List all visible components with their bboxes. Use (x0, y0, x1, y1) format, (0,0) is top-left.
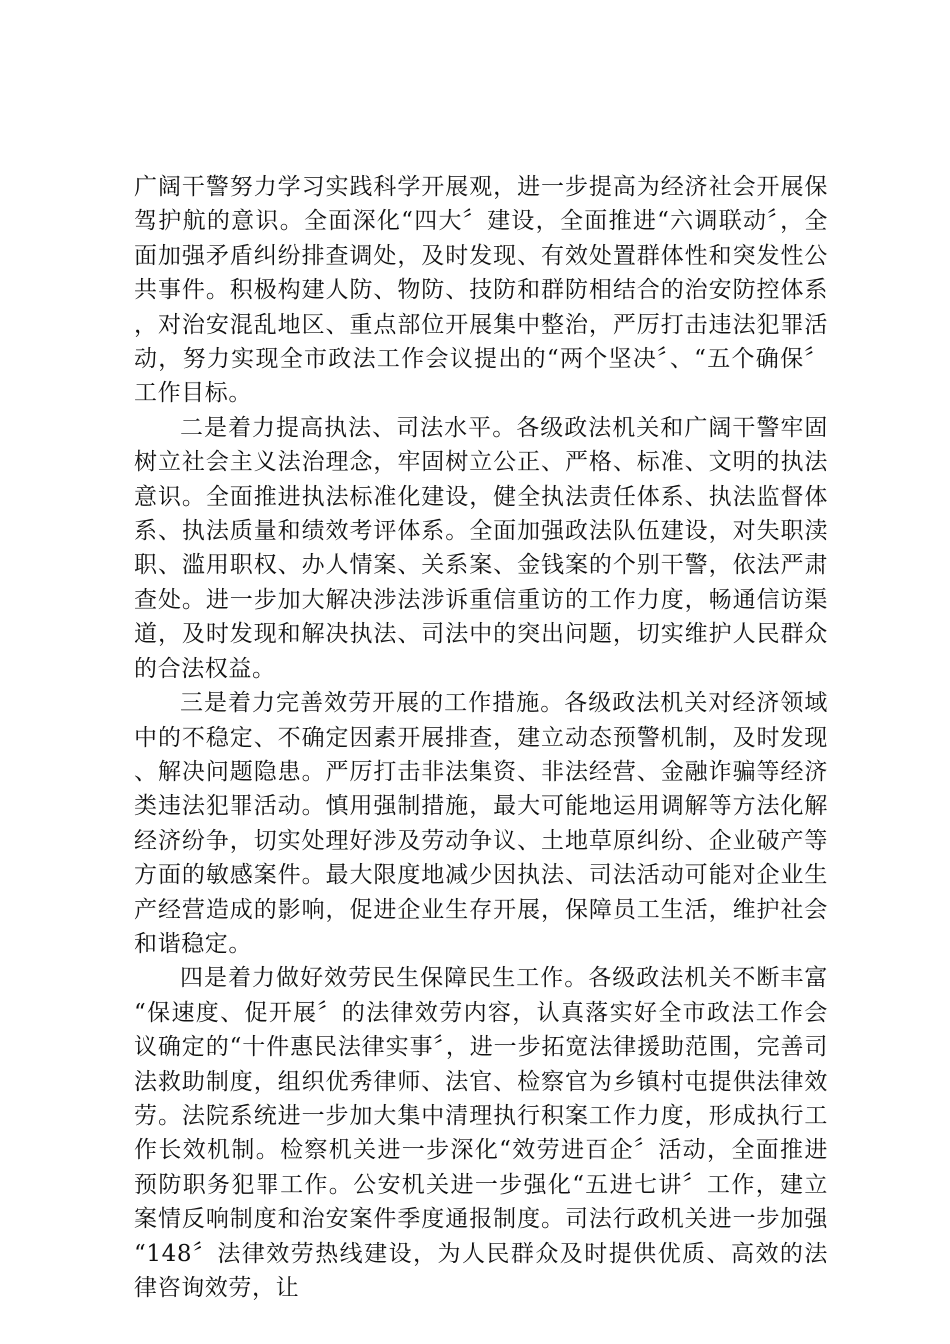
document-body (134, 170, 828, 1305)
paragraph-law-enforcement: 二是着力提高执法、司法水平。各级政法机关和广阔干警牢固树立社会主义法治理念，牢固树立公正、严格、标准、文明的执法意识。全面推进执法标准化建设，健全执法责任体系、执法监督体系、执法质量和绩效考评体系。全面加强政法队伍建设，对失职渎职、滥用职权、办人情案、关系案、金钱案的个别干警，依法严肃查处。进一步加大解决涉法涉诉重信重访的工作力度，畅通信访渠道，及时发现和解决执法、司法中的突出问题，切实维护人民群众的合法权益。 (134, 414, 828, 682)
paragraph-continuation: 广阔干警努力学习实践科学开展观，进一步提高为经济社会开展保驾护航的意识。全面深化“四大〞建设，全面推进“六调联动〞，全面加强矛盾纠纷排查调处，及时发现、有效处置群体性和突发性公共事件。积极构建人防、物防、技防和群防相结合的治安防控体系，对治安混乱地区、重点部位开展集中整治，严厉打击违法犯罪活动，努力实现全市政法工作会议提出的“两个坚决〞、“五个确保〞工作目标。 (134, 174, 828, 407)
paragraph-livelihood: 四是着力做好效劳民生保障民生工作。各级政法机关不断丰富“保速度、促开展〞的法律效劳内容，认真落实好全市政法工作会议确定的“十件惠民法律实事〞，进一步拓宽法律援助范围，完善司法救助制度，组织优秀律师、法官、检察官为乡镇村屯提供法律效劳。法院系统进一步加大集中清理执行积案工作力度，形成执行工作长效机制。检察机关进一步深化“效劳进百企〞活动，全面推进预防职务犯罪工作。公安机关进一步强化“五进七讲〞工作，建立案情反响制度和治安案件季度通报制度。司法行政机关进一步加强“148〞法律效劳热线建设，为人民群众及时提供优质、高效的法律咨询效劳，让 (134, 965, 828, 1301)
paragraph-service-measures: 三是着力完善效劳开展的工作措施。各级政法机关对经济领域中的不稳定、不确定因素开展排查，建立动态预警机制，及时发现、解决问题隐患。严厉打击非法集资、非法经营、金融诈骗等经济类违法犯罪活动。慎用强制措施，最大可能地运用调解等方法化解经济纷争，切实处理好涉及劳动争议、土地草原纠纷、企业破产等方面的敏感案件。最大限度地减少因执法、司法活动可能对企业生产经营造成的影响，促进企业生存开展，保障员工生活，维护社会和谐稳定。 (134, 690, 828, 957)
